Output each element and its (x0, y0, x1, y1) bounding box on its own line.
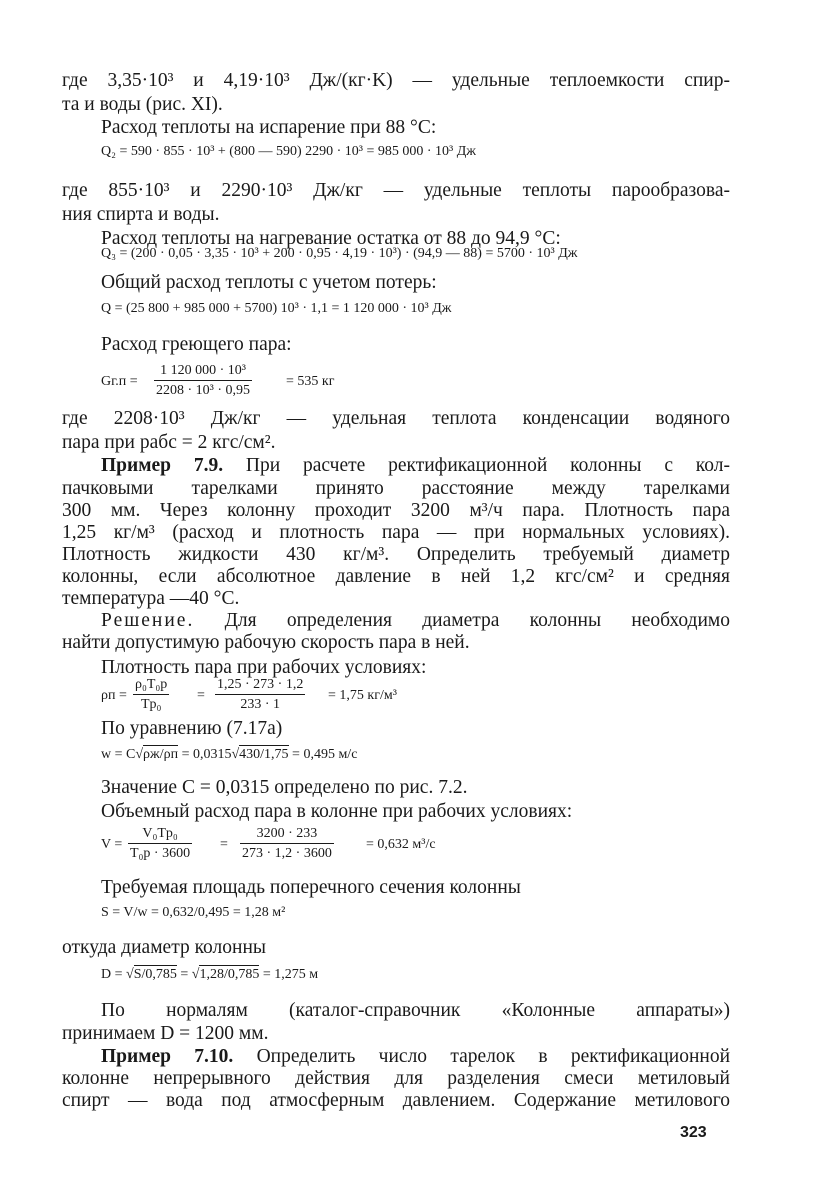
text-line: Общий расход теплоты с учетом потерь: (101, 272, 437, 293)
text-line: пачковыми тарелками принято расстояние между тарелками (62, 478, 730, 499)
text-line: Значение C = 0,0315 определено по рис. 7.2. (101, 777, 468, 798)
radicand: 430/1,75 (239, 747, 289, 762)
formula-part: = 1,275 м (259, 967, 319, 982)
page-number: 323 (680, 1124, 707, 1141)
text-line (101, 1046, 730, 1067)
text-line: 300 мм. Через колонну проходит 3200 м³/ч пара. Плотность пара (62, 500, 730, 521)
formula-velocity: w = C√ρж/ρп = 0,0315√430/1,75 = 0,495 м/с (101, 747, 358, 762)
numerator: ρ₀T₀p (133, 676, 169, 695)
text-line: По уравнению (7.17а) (101, 718, 283, 739)
text-span: При расчете ректификационной колонны с кол- (223, 455, 730, 476)
formula-part: V = (101, 837, 123, 852)
text-line (101, 455, 730, 476)
formula-part: = 1,75 кг/м³ (328, 688, 397, 703)
radicand: 1,28/0,785 (199, 967, 260, 982)
denominator: 273 · 1,2 · 3600 (242, 846, 332, 861)
text-line: Плотность жидкости 430 кг/м³. Определить требуемый диаметр (62, 544, 730, 565)
fraction (133, 676, 169, 713)
text-line: колонны, если абсолютное давление в ней 1,2 кгс/см² и средняя (62, 566, 730, 587)
radicand: S/0,785 (133, 967, 177, 982)
text-span: Определить число тарелок в ректификационной (233, 1046, 730, 1067)
text-line: Требуемая площадь поперечного сечения колонны (101, 877, 521, 898)
formula-q: Q = (25 800 + 985 000 + 5700) 10³ · 1,1 = 1 120 000 · 10³ Дж (101, 301, 452, 316)
fraction (128, 825, 192, 862)
formula-part: w = C (101, 747, 136, 762)
formula-part: = 0,632 м³/с (366, 837, 436, 852)
formula-part: = 0,0315 (178, 747, 232, 762)
text-line: спирт — вода под атмосферным давлением. Содержание метилового (62, 1090, 730, 1111)
numerator: V₀Tp₀ (128, 825, 192, 844)
example-heading: Пример 7.9. (101, 455, 224, 476)
numerator: 3200 · 233 (240, 825, 334, 844)
denominator: Tp₀ (140, 697, 162, 712)
formula-part: = (197, 688, 205, 703)
text-line: та и воды (рис. XI). (62, 94, 223, 115)
formula-part: = (220, 837, 228, 852)
text-line: Расход теплоты на испарение при 88 °C: (101, 117, 437, 138)
fraction (240, 825, 334, 862)
text-line: пара при pабс = 2 кгс/см². (62, 432, 276, 453)
text-line: температура —40 °C. (62, 588, 240, 609)
text-line: По нормалям (каталог-справочник «Колонные аппараты») (101, 1000, 730, 1021)
solution-heading: Решение. (101, 610, 195, 631)
example-heading: Пример 7.10. (101, 1046, 234, 1067)
text-line: откуда диаметр колонны (62, 937, 267, 958)
text-line: где 855·10³ и 2290·10³ Дж/кг — удельные теплоты парообразова- (62, 180, 730, 201)
radicand: ρж/ρп (143, 747, 179, 762)
text-line: ния спирта и воды. (62, 204, 220, 225)
denominator: T₀p · 3600 (130, 846, 191, 861)
text-line: принимаем D = 1200 мм. (62, 1023, 269, 1044)
formula-area: S = V/w = 0,632/0,495 = 1,28 м² (101, 905, 286, 920)
text-line: 1,25 кг/м³ (расход и плотность пара — при нормальных условиях). (62, 522, 730, 543)
formula-q3: Q₃ = (200 · 0,05 · 3,35 · 10³ + 200 · 0,95 · 4,19 · 10³) · (94,9 — 88) = 5700 · 10³ Дж (101, 246, 578, 261)
denominator: 2208 · 10³ · 0,95 (156, 383, 251, 398)
formula-part: = 0,495 м/с (288, 747, 358, 762)
text-line: Объемный расход пара в колонне при рабочих условиях: (101, 801, 573, 822)
text-line: где 2208·10³ Дж/кг — удельная теплота конденсации водяного (62, 408, 730, 429)
denominator: 233 · 1 (240, 697, 280, 712)
text-line: колонне непрерывного действия для разделения смеси метиловый (62, 1068, 730, 1089)
formula-part: D = (101, 967, 127, 982)
text-line: где 3,35·10³ и 4,19·10³ Дж/(кг·K) — удельные теплоемкости спир- (62, 70, 730, 91)
fraction (215, 676, 305, 713)
formula-part: Gг.п = (101, 374, 138, 389)
formula-part: = 535 кг (286, 374, 335, 389)
numerator: 1,25 · 273 · 1,2 (215, 676, 305, 695)
text-line: найти допустимую рабочую скорость пара в ней. (62, 632, 470, 653)
formula-part: ρп = (101, 688, 127, 703)
text-line: Расход теплоты на нагревание остатка от 88 до 94,9 °C: (101, 228, 561, 249)
text-line: Расход греющего пара: (101, 334, 292, 355)
fraction (154, 362, 252, 399)
formula-q2: Q₂ = 590 · 855 · 10³ + (800 — 590) 2290 · 10³ = 985 000 · 10³ Дж (101, 144, 476, 159)
formula-part: = (176, 967, 192, 982)
formula-diameter: D = √S/0,785 = √1,28/0,785 = 1,275 м (101, 967, 319, 982)
numerator: 1 120 000 · 10³ (154, 362, 252, 381)
text-span: Для определения диаметра колонны необходимо (194, 610, 730, 631)
text-line (101, 610, 730, 631)
text-line: Плотность пара при рабочих условиях: (101, 657, 427, 678)
